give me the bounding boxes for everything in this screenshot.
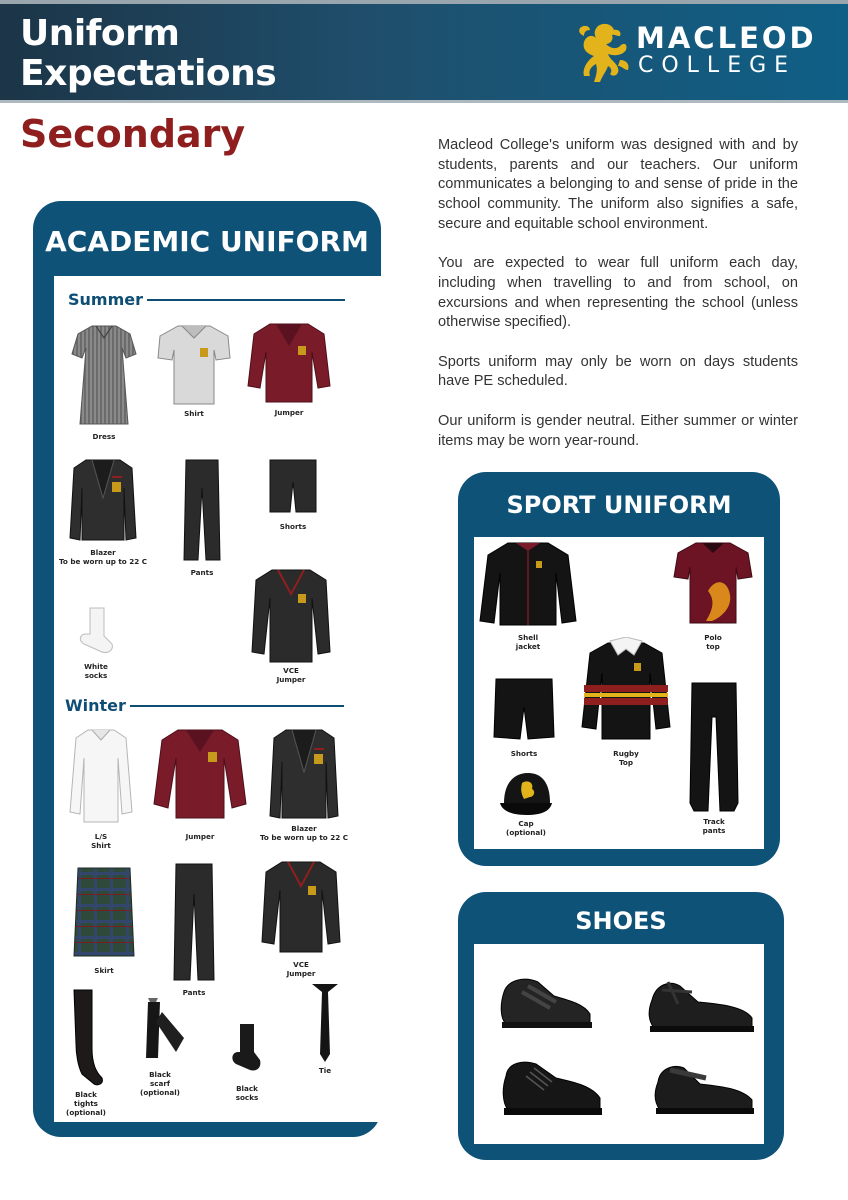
strap-school-shoe-icon (654, 1058, 758, 1118)
black-tights-item (66, 988, 108, 1117)
lace-up-shoe-item (500, 1056, 604, 1118)
lace-up-school-shoe-icon (500, 1056, 604, 1118)
summer-blazer-caption-2: To be worn up to 22 C (58, 557, 148, 566)
shoes-card (474, 944, 764, 1144)
polo-top-caption (663, 633, 763, 651)
sport-uniform-card (474, 537, 764, 849)
black-socks-item (230, 1022, 264, 1102)
velcro-shoe-item (498, 972, 594, 1032)
tights-caption-1: Black (75, 1090, 97, 1099)
title-line-1: Uniform (20, 13, 180, 54)
rugby-caption-1: Rugby (613, 749, 639, 758)
winter-divider (130, 705, 344, 707)
rugby-top-icon (580, 637, 672, 741)
white-sock-icon (76, 606, 116, 656)
polo-top-icon (672, 541, 754, 625)
summer-jumper-item (246, 322, 332, 417)
scarf-caption-3: (optional) (140, 1088, 180, 1097)
college-logo (576, 20, 816, 86)
sport-shorts-icon (492, 677, 556, 741)
shell-jacket-caption (478, 633, 578, 651)
header-banner (0, 0, 848, 102)
cap-caption (476, 819, 576, 837)
summer-heading: Summer (68, 290, 143, 309)
white-socks-caption-1: White (84, 662, 108, 671)
winter-pants-caption: Pants (182, 988, 206, 997)
ls-shirt-caption-2: Shirt (91, 841, 111, 850)
summer-blazer-caption-1: Blazer (90, 548, 116, 557)
winter-pants-item (172, 862, 216, 997)
logo-text-macleod: MACLEOD (636, 21, 817, 55)
shell-jacket-item (478, 541, 578, 651)
scarf-caption-1: Black (149, 1070, 171, 1079)
black-tights-icon (68, 988, 108, 1088)
tights-caption-3: (optional) (66, 1108, 106, 1117)
pants-icon (182, 458, 222, 562)
polo-caption-2: top (706, 642, 720, 651)
lion-icon (576, 20, 632, 84)
summer-pants-item (182, 458, 222, 577)
black-scarf-item (140, 998, 190, 1097)
strap-shoe-item (654, 1058, 758, 1118)
summer-jumper-caption: Jumper (274, 408, 304, 417)
summer-dress-item (68, 324, 140, 441)
cap-icon (498, 769, 554, 819)
track-pants-icon (688, 681, 740, 813)
winter-ls-shirt-item (68, 728, 134, 850)
track-pants-caption (664, 817, 764, 835)
winter-jumper-item (152, 728, 248, 841)
intro-paragraph-1: Macleod College's uniform was designed with and by students, parents and our teachers. Our uniform communicates a belonging to and sense of pride in the school community. The uniform also signifies a safe, secure and equitable school environment. (438, 137, 798, 232)
academic-uniform-panel (33, 201, 381, 1137)
winter-blazer-caption-2: To be worn up to 22 C (259, 833, 349, 842)
black-scarf-caption (110, 1070, 210, 1097)
intro-paragraph-4: Our uniform is gender neutral. Either summer or winter items may be worn year-round. (438, 412, 798, 449)
cap-item (498, 769, 554, 839)
black-socks-caption (197, 1084, 297, 1102)
intro-text (438, 136, 798, 471)
summer-shirt-item (156, 324, 232, 418)
black-sock-icon (230, 1022, 264, 1074)
summer-blazer-caption (53, 548, 153, 566)
skirt-caption: Skirt (94, 966, 114, 975)
sport-uniform-panel (458, 472, 780, 866)
shell-caption-1: Shell (517, 633, 539, 642)
tie-item (310, 982, 340, 1075)
summer-shirt-caption: Shirt (184, 409, 204, 418)
ls-shirt-caption-1: L/S (94, 832, 108, 841)
summer-shorts-item (268, 458, 318, 531)
long-sleeve-shirt-icon (68, 728, 134, 824)
scarf-caption-2: scarf (149, 1079, 171, 1088)
black-socks-caption-1: Black (236, 1084, 258, 1093)
summer-vce-caption (241, 666, 341, 684)
summer-divider (147, 299, 345, 301)
t-bar-school-shoe-icon (648, 974, 758, 1034)
shoes-panel (458, 892, 784, 1160)
winter-heading: Winter (65, 696, 126, 715)
header-top-line (0, 0, 848, 4)
track-caption-2: pants (702, 826, 726, 835)
polo-top-item (672, 541, 754, 651)
ls-shirt-caption (51, 832, 151, 850)
skirt-item (72, 866, 136, 975)
summer-dress-caption: Dress (92, 432, 116, 441)
cap-caption-1: Cap (518, 819, 534, 828)
winter-vce-caption-1: VCE (293, 960, 309, 969)
shell-jacket-icon (478, 541, 578, 627)
track-caption-1: Track (703, 817, 725, 826)
cap-caption-2: (optional) (506, 828, 546, 837)
white-socks-caption (46, 662, 146, 680)
rugby-caption-2: Top (618, 758, 634, 767)
blazer-icon (268, 728, 340, 820)
intro-paragraph-3: Sports uniform may only be worn on days students have PE scheduled. (438, 353, 798, 390)
winter-vce-caption-2: Jumper (286, 969, 316, 978)
dress-icon (68, 324, 140, 430)
intro-paragraph-2: You are expected to wear full uniform each day, including when travelling to and from school, on excursions and when representing the school (unless otherwise specified). (438, 255, 798, 331)
academic-uniform-title: ACADEMIC UNIFORM (45, 225, 369, 258)
short-sleeve-shirt-icon (156, 324, 232, 406)
black-socks-caption-2: socks (235, 1093, 259, 1102)
vce-jumper-icon (260, 860, 342, 954)
velcro-school-shoe-icon (498, 972, 594, 1032)
pants-icon (172, 862, 216, 982)
logo-text-college: COLLEGE (638, 53, 797, 78)
vce-jumper-icon (250, 568, 332, 664)
summer-vce-caption-1: VCE (283, 666, 299, 675)
academic-uniform-card (54, 276, 388, 1122)
sport-shorts-item (492, 677, 556, 767)
tie-icon (310, 982, 340, 1064)
track-pants-item (688, 681, 740, 835)
tartan-skirt-icon (72, 866, 136, 958)
maroon-jumper-icon (246, 322, 332, 406)
page-title (20, 14, 276, 94)
summer-blazer-item (58, 458, 148, 566)
tbar-shoe-item (648, 974, 758, 1034)
maroon-jumper-icon (152, 728, 248, 820)
shoes-title: SHOES (575, 907, 667, 935)
title-line-2: Expectations (20, 53, 277, 94)
winter-vce-jumper-item (260, 860, 342, 978)
white-socks-item (76, 606, 116, 680)
tights-caption-2: tights (74, 1099, 98, 1108)
summer-vce-jumper-item (250, 568, 332, 684)
shell-caption-2: jacket (515, 642, 541, 651)
winter-blazer-caption (254, 824, 354, 842)
rugby-top-caption (576, 749, 676, 767)
header-bottom-line (0, 100, 848, 103)
section-subtitle: Secondary (20, 112, 246, 156)
summer-vce-caption-2: Jumper (276, 675, 306, 684)
tie-caption: Tie (318, 1066, 332, 1075)
shorts-icon (268, 458, 318, 514)
sport-shorts-caption: Shorts (510, 749, 538, 758)
sport-uniform-title: SPORT UNIFORM (506, 491, 732, 519)
white-socks-caption-2: socks (84, 671, 108, 680)
winter-vce-caption (251, 960, 351, 978)
summer-pants-caption: Pants (190, 568, 214, 577)
winter-jumper-caption: Jumper (185, 832, 215, 841)
winter-blazer-caption-1: Blazer (291, 824, 317, 833)
blazer-icon (68, 458, 138, 542)
winter-blazer-item (259, 728, 349, 842)
rugby-top-item (580, 637, 672, 767)
summer-shorts-caption: Shorts (279, 522, 307, 531)
polo-caption-1: Polo (704, 633, 722, 642)
black-scarf-icon (140, 998, 190, 1064)
